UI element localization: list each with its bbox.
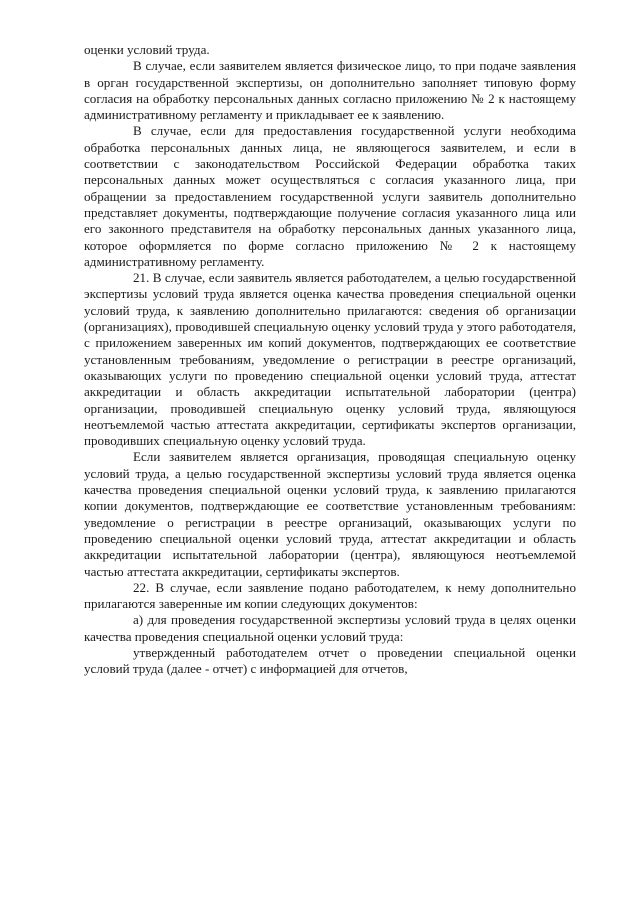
paragraph-item-22a: а) для проведения государственной экспертизы условий труда в целях оценки качества проведения специальной оценки условий труда: [84, 612, 576, 644]
paragraph-item-22: 22. В случае, если заявление подано работодателем, к нему дополнительно прилагаются заверенные им копии следующих документов: [84, 579, 576, 612]
paragraph-organization-applicant: Если заявителем является организация, проводящая специальную оценку условий труда, а целью государственной экспертизы условий труда является оценка качества проведения специальной оценки условий труда, к заявлению прилагаются копии документов, подтверждающие ее соответствие установленным требованиям: уведомление о регистрации в реестре организаций, оказывающих услуги по проведению специальной оценки условий труда, аттестат аккредитации и область аккредитации испытательной лаборатории (центра), являющуюся неотъемлемой частью аттестата аккредитации, сертификаты экспертов. [84, 449, 576, 579]
paragraph-item-21: 21. В случае, если заявитель является работодателем, а целью государственной экспертизы условий труда является оценка качества проведения специальной оценки условий труда, к заявлению дополнительно прилагаются: сведения об организации (организациях), проводившей специальную оценку условий труда у этого работодателя, с приложением заверенных им копий документов, подтверждающих ее соответствие установленным требованиям, уведомление о регистрации в реестре организаций, оказывающих услуги по проведению специальной оценки условий труда, аттестат аккредитации и область аккредитации испытательной лаборатории (центра) организации, проводившей специальную оценку условий труда, являющуюся неотъемлемой частью аттестата аккредитации, сертификаты экспертов организации, проводивших специальную оценку условий труда. [84, 270, 576, 449]
document-body [84, 42, 576, 678]
paragraph-report: утвержденный работодателем отчет о проведении специальной оценки условий труда (далее - отчет) с информацией для отчетов, [84, 644, 576, 677]
paragraph-personal-data-consent: В случае, если для предоставления государственной услуги необходима обработка персональных данных лица, не являющегося заявителем, и если в соответствии с законодательством Российской Федерации обработка таких персональных данных может осуществляться с согласия указанного лица, при обращении за предоставлением государственной услуги заявитель дополнительно представляет документы, подтверждающие получение согласия указанного лица или его законного представителя на обработку персональных данных указанного лица, которое оформляется по форме согласно приложению № 2 к настоящему административному регламенту. [84, 123, 576, 269]
paragraph-continuation: оценки условий труда. [84, 42, 210, 57]
paragraph-individual-applicant: В случае, если заявителем является физическое лицо, то при подаче заявления в орган государственной экспертизы, он дополнительно заполняет типовую форму согласия на обработку персональных данных согласно приложению № 2 к настоящему административному регламенту и прикладывает ее к заявлению. [84, 58, 576, 123]
